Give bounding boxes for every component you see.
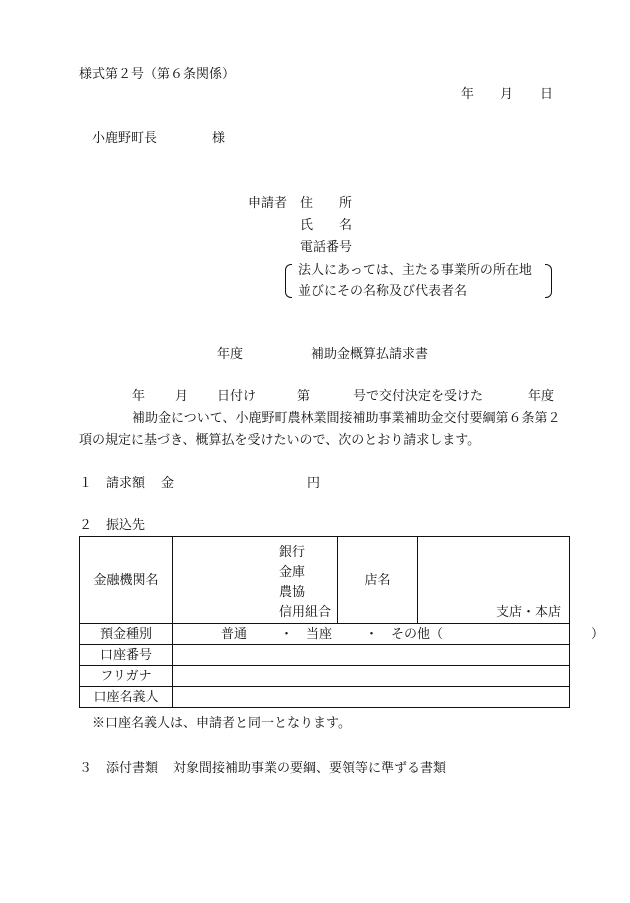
applicant-note-line2: 並びにその名称及び代表者名 [298,284,468,299]
applicant-label: 申請者 [248,196,288,211]
body-number-suffix: 号で交付決定を受けた [353,389,484,404]
note-bracket-left [285,264,292,298]
date-year-label: 年 [461,87,475,102]
furigana-field[interactable] [173,666,570,687]
bank-transfer-table [79,536,605,708]
account-number-label: 口座番号 [80,645,173,666]
furigana-label: フリガナ [80,666,173,687]
body-month: 月 [175,389,189,404]
date-month-label: 月 [500,87,514,102]
item3-label: 添付書類 [106,761,159,776]
account-holder-field[interactable] [173,687,570,708]
account-number-field[interactable] [173,645,570,666]
applicant-phone-label: 電話番号 [300,240,353,255]
deposit-type-row [80,624,570,645]
branch-label: 店名 [338,537,418,624]
branch-name-cell[interactable] [418,537,570,624]
item2-label: 振込先 [106,518,146,533]
deposit-option-current[interactable]: 当座 [306,627,333,642]
body-day: 日付け [217,389,257,404]
title-year-suffix: 年度 [217,347,244,362]
item1-unit: 円 [307,476,321,491]
body-number-prefix: 第 [297,389,311,404]
account-number-row [80,645,570,666]
body-year: 年 [132,389,146,404]
body-line2: 補助金について、小鹿野町農林業間接補助事業補助金交付要綱第６条第２ [132,411,561,426]
furigana-row [80,666,570,687]
institution-type-nokyo: 農協 [279,585,306,600]
branch-suffix: 支店・本店 [495,605,561,620]
deposit-option-other-close: ） [591,627,605,642]
body-line3: 項の規定に基づき、概算払を受けたいので、次のとおり請求します。 [79,433,481,448]
institution-name-cell[interactable] [173,537,338,624]
deposit-type-label: 預金種別 [80,624,173,645]
institution-type-credit-union: 信用組合 [279,605,332,620]
account-holder-label: 口座名義人 [80,687,173,708]
addressee-name: 小鹿野町長 [92,131,158,146]
body-fiscal-year: 年度 [528,389,555,404]
item1-label: 請求額 [106,476,146,491]
deposit-option-separator: ・ [280,627,294,642]
deposit-option-separator-2: ・ [365,627,379,642]
note-bracket-right [545,264,552,298]
account-holder-note: ※口座名義人は、申請者と同一となります。 [92,716,351,731]
item3-number: ３ [79,761,93,776]
item3-content: 対象間接補助事業の要綱、要領等に準ずる書類 [173,761,447,776]
institution-label: 金融機関名 [80,537,173,624]
applicant-address-label: 住 所 [300,196,353,211]
deposit-option-other[interactable]: その他（ [391,627,444,642]
institution-type-list [279,543,331,623]
applicant-name-label: 氏 名 [300,218,353,233]
form-number: 様式第２号（第６条関係） [79,67,236,82]
page-title: 補助金概算払請求書 [311,347,429,362]
institution-type-shinkin: 金庫 [279,565,306,580]
item1-number: １ [79,476,93,491]
deposit-option-regular[interactable]: 普通 [221,627,248,642]
date-day-label: 日 [540,87,554,102]
applicant-note-line1: 法人にあっては、主たる事業所の所在地 [298,263,532,278]
item2-number: ２ [79,518,93,533]
institution-row [80,537,570,624]
institution-type-bank: 銀行 [279,545,306,560]
addressee-honorific: 様 [212,131,226,146]
account-holder-row [80,687,570,708]
item1-currency-prefix: 金 [161,476,175,491]
deposit-type-options[interactable] [173,624,605,645]
